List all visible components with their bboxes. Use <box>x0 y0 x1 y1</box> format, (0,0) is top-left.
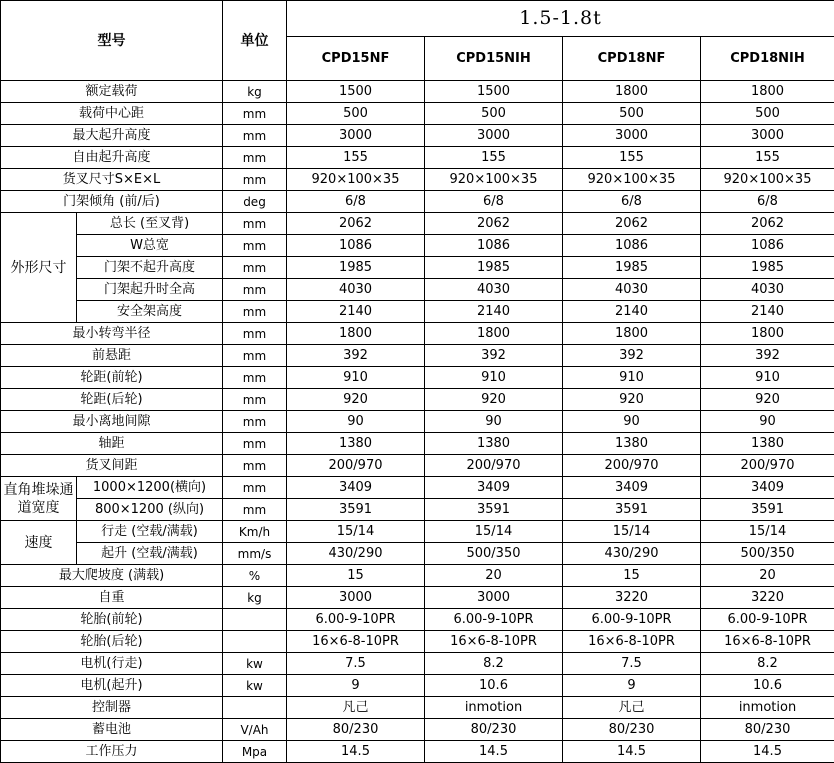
value-cell: 14.5 <box>287 741 425 763</box>
value-cell: 1500 <box>287 81 425 103</box>
value-cell: 1380 <box>287 433 425 455</box>
value-cell: 2062 <box>287 213 425 235</box>
value-cell: 910 <box>701 367 834 389</box>
value-cell: 90 <box>287 411 425 433</box>
row-label: 轮胎(前轮) <box>1 609 223 631</box>
value-cell: 500 <box>563 103 701 125</box>
row-unit: mm <box>223 477 287 499</box>
value-cell: 500 <box>425 103 563 125</box>
value-cell: 1800 <box>701 81 834 103</box>
row-label: 轮距(前轮) <box>1 367 223 389</box>
table-row <box>1 323 834 345</box>
value-cell: 3591 <box>287 499 425 521</box>
table-row <box>1 433 834 455</box>
value-cell: 3409 <box>563 477 701 499</box>
model-col-4: CPD18NIH <box>701 37 834 81</box>
row-unit: mm <box>223 169 287 191</box>
table-row <box>1 631 834 653</box>
value-cell: 1800 <box>701 323 834 345</box>
row-label: 800×1200 (纵向) <box>77 499 223 521</box>
value-cell: 2140 <box>701 301 834 323</box>
table-row <box>1 675 834 697</box>
value-cell: 392 <box>287 345 425 367</box>
value-cell: 90 <box>701 411 834 433</box>
value-cell: 200/970 <box>701 455 834 477</box>
value-cell: 15/14 <box>287 521 425 543</box>
value-cell: 3000 <box>287 587 425 609</box>
row-unit: mm <box>223 235 287 257</box>
value-cell: 500 <box>287 103 425 125</box>
value-cell: 920×100×35 <box>287 169 425 191</box>
value-cell: 155 <box>287 147 425 169</box>
value-cell: 9 <box>287 675 425 697</box>
row-unit: mm <box>223 257 287 279</box>
value-cell: 6/8 <box>287 191 425 213</box>
value-cell: 910 <box>563 367 701 389</box>
value-cell: 1800 <box>287 323 425 345</box>
value-cell: 2062 <box>563 213 701 235</box>
row-unit: mm <box>223 301 287 323</box>
group-label: 直角堆垛通道宽度 <box>1 477 77 521</box>
value-cell: 16×6-8-10PR <box>563 631 701 653</box>
value-cell: 1380 <box>563 433 701 455</box>
value-cell: 2140 <box>425 301 563 323</box>
table-row <box>1 455 834 477</box>
value-cell: 392 <box>701 345 834 367</box>
value-cell: 凡己 <box>563 697 701 719</box>
row-label: 载荷中心距 <box>1 103 223 125</box>
table-row <box>1 367 834 389</box>
value-cell: 20 <box>425 565 563 587</box>
table-row <box>1 521 834 543</box>
value-cell: 15/14 <box>701 521 834 543</box>
row-unit: kw <box>223 675 287 697</box>
row-unit: kw <box>223 653 287 675</box>
value-cell: 430/290 <box>287 543 425 565</box>
value-cell: 3000 <box>287 125 425 147</box>
value-cell: 80/230 <box>287 719 425 741</box>
value-cell: 155 <box>701 147 834 169</box>
value-cell: 2140 <box>563 301 701 323</box>
value-cell: 15 <box>563 565 701 587</box>
value-cell: 14.5 <box>563 741 701 763</box>
value-cell: 920×100×35 <box>425 169 563 191</box>
capacity-range-header: 1.5-1.8t <box>287 1 834 37</box>
value-cell: 1800 <box>563 81 701 103</box>
value-cell: 20 <box>701 565 834 587</box>
value-cell: 1086 <box>425 235 563 257</box>
value-cell: 920 <box>425 389 563 411</box>
value-cell: 500/350 <box>701 543 834 565</box>
value-cell: 3591 <box>425 499 563 521</box>
value-cell: 16×6-8-10PR <box>701 631 834 653</box>
value-cell: 80/230 <box>701 719 834 741</box>
value-cell: 15/14 <box>563 521 701 543</box>
value-cell: 1985 <box>701 257 834 279</box>
value-cell: 90 <box>425 411 563 433</box>
group-label: 速度 <box>1 521 77 565</box>
value-cell: 4030 <box>701 279 834 301</box>
table-row <box>1 213 834 235</box>
value-cell: inmotion <box>701 697 834 719</box>
value-cell: 392 <box>425 345 563 367</box>
value-cell: 3000 <box>563 125 701 147</box>
value-cell: 3409 <box>287 477 425 499</box>
value-cell: 3000 <box>701 125 834 147</box>
value-cell: 1985 <box>425 257 563 279</box>
value-cell: 500/350 <box>425 543 563 565</box>
row-label: 最小离地间隙 <box>1 411 223 433</box>
row-label: 总长 (至叉背) <box>77 213 223 235</box>
row-label: 蓄电池 <box>1 719 223 741</box>
row-unit: mm <box>223 147 287 169</box>
value-cell: 6.00-9-10PR <box>701 609 834 631</box>
row-unit: mm <box>223 367 287 389</box>
row-label: 电机(起升) <box>1 675 223 697</box>
value-cell: 14.5 <box>701 741 834 763</box>
value-cell: 1086 <box>701 235 834 257</box>
value-cell: 3591 <box>701 499 834 521</box>
value-cell: 7.5 <box>563 653 701 675</box>
value-cell: 3591 <box>563 499 701 521</box>
value-cell: 920×100×35 <box>701 169 834 191</box>
table-row <box>1 389 834 411</box>
table-row <box>1 411 834 433</box>
table-row <box>1 609 834 631</box>
table-row <box>1 301 834 323</box>
value-cell: 6.00-9-10PR <box>425 609 563 631</box>
row-label: 自重 <box>1 587 223 609</box>
value-cell: 1500 <box>425 81 563 103</box>
value-cell: 4030 <box>563 279 701 301</box>
row-unit <box>223 631 287 653</box>
row-unit: mm <box>223 213 287 235</box>
group-label: 外形尺寸 <box>1 213 77 323</box>
value-cell: 6/8 <box>563 191 701 213</box>
value-cell: 910 <box>287 367 425 389</box>
table-row <box>1 125 834 147</box>
table-row <box>1 81 834 103</box>
value-cell: 920 <box>563 389 701 411</box>
value-cell: 1086 <box>287 235 425 257</box>
row-label: 前悬距 <box>1 345 223 367</box>
table-row <box>1 587 834 609</box>
row-unit: mm <box>223 345 287 367</box>
value-cell: 1380 <box>425 433 563 455</box>
table-row <box>1 191 834 213</box>
row-label: 门架起升时全高 <box>77 279 223 301</box>
value-cell: 6.00-9-10PR <box>563 609 701 631</box>
value-cell: 6.00-9-10PR <box>287 609 425 631</box>
value-cell: 6/8 <box>425 191 563 213</box>
value-cell: 90 <box>563 411 701 433</box>
row-unit <box>223 697 287 719</box>
value-cell: 200/970 <box>563 455 701 477</box>
model-col-1: CPD15NF <box>287 37 425 81</box>
row-unit: mm <box>223 323 287 345</box>
row-unit: mm <box>223 433 287 455</box>
model-header: 型号 <box>1 1 223 81</box>
value-cell: 80/230 <box>563 719 701 741</box>
row-unit: mm <box>223 279 287 301</box>
table-row <box>1 345 834 367</box>
value-cell: 3000 <box>425 125 563 147</box>
value-cell: 2062 <box>425 213 563 235</box>
table-row <box>1 697 834 719</box>
row-unit: V/Ah <box>223 719 287 741</box>
value-cell: 1086 <box>563 235 701 257</box>
value-cell: 500 <box>701 103 834 125</box>
value-cell: 920 <box>701 389 834 411</box>
table-row <box>1 147 834 169</box>
row-unit: Km/h <box>223 521 287 543</box>
row-label: 工作压力 <box>1 741 223 763</box>
value-cell: 3220 <box>563 587 701 609</box>
row-unit: kg <box>223 81 287 103</box>
value-cell: 200/970 <box>425 455 563 477</box>
table-row <box>1 103 834 125</box>
value-cell: 10.6 <box>701 675 834 697</box>
value-cell: 2062 <box>701 213 834 235</box>
value-cell: 3000 <box>425 587 563 609</box>
value-cell: 16×6-8-10PR <box>287 631 425 653</box>
model-col-3: CPD18NF <box>563 37 701 81</box>
row-unit: mm <box>223 499 287 521</box>
value-cell: 9 <box>563 675 701 697</box>
value-cell: 8.2 <box>701 653 834 675</box>
table-row <box>1 543 834 565</box>
row-unit: Mpa <box>223 741 287 763</box>
value-cell: 10.6 <box>425 675 563 697</box>
row-label: 轴距 <box>1 433 223 455</box>
value-cell: 2140 <box>287 301 425 323</box>
row-unit: mm/s <box>223 543 287 565</box>
row-label: 安全架高度 <box>77 301 223 323</box>
value-cell: 1800 <box>425 323 563 345</box>
value-cell: 155 <box>563 147 701 169</box>
row-unit: mm <box>223 125 287 147</box>
row-label: 门架不起升高度 <box>77 257 223 279</box>
row-unit: mm <box>223 103 287 125</box>
value-cell: 3409 <box>425 477 563 499</box>
row-label: W总宽 <box>77 235 223 257</box>
table-row <box>1 169 834 191</box>
table-row <box>1 741 834 763</box>
row-unit: deg <box>223 191 287 213</box>
value-cell: 1380 <box>701 433 834 455</box>
value-cell: 80/230 <box>425 719 563 741</box>
value-cell: 430/290 <box>563 543 701 565</box>
row-label: 额定载荷 <box>1 81 223 103</box>
value-cell: 14.5 <box>425 741 563 763</box>
row-unit: kg <box>223 587 287 609</box>
value-cell: 16×6-8-10PR <box>425 631 563 653</box>
row-unit: mm <box>223 411 287 433</box>
value-cell: 3220 <box>701 587 834 609</box>
value-cell: 1800 <box>563 323 701 345</box>
value-cell: 凡己 <box>287 697 425 719</box>
value-cell: 1985 <box>563 257 701 279</box>
row-label: 最小转弯半径 <box>1 323 223 345</box>
table-row <box>1 719 834 741</box>
row-label: 货叉尺寸S×E×L <box>1 169 223 191</box>
value-cell: 8.2 <box>425 653 563 675</box>
value-cell: 920 <box>287 389 425 411</box>
row-unit <box>223 609 287 631</box>
value-cell: inmotion <box>425 697 563 719</box>
row-label: 轮距(后轮) <box>1 389 223 411</box>
table-row <box>1 499 834 521</box>
unit-header: 单位 <box>223 1 287 81</box>
value-cell: 155 <box>425 147 563 169</box>
table-row <box>1 279 834 301</box>
row-label: 行走 (空载/满载) <box>77 521 223 543</box>
row-label: 最大爬坡度 (满载) <box>1 565 223 587</box>
row-label: 电机(行走) <box>1 653 223 675</box>
value-cell: 15 <box>287 565 425 587</box>
value-cell: 392 <box>563 345 701 367</box>
value-cell: 200/970 <box>287 455 425 477</box>
value-cell: 3409 <box>701 477 834 499</box>
row-label: 最大起升高度 <box>1 125 223 147</box>
value-cell: 4030 <box>425 279 563 301</box>
table-row <box>1 235 834 257</box>
table-row <box>1 565 834 587</box>
value-cell: 910 <box>425 367 563 389</box>
table-row <box>1 477 834 499</box>
row-label: 起升 (空载/满载) <box>77 543 223 565</box>
row-unit: mm <box>223 455 287 477</box>
row-label: 货叉间距 <box>1 455 223 477</box>
row-label: 1000×1200(横向) <box>77 477 223 499</box>
row-label: 轮胎(后轮) <box>1 631 223 653</box>
value-cell: 920×100×35 <box>563 169 701 191</box>
value-cell: 7.5 <box>287 653 425 675</box>
row-unit: mm <box>223 389 287 411</box>
row-label: 门架倾角 (前/后) <box>1 191 223 213</box>
value-cell: 1985 <box>287 257 425 279</box>
value-cell: 4030 <box>287 279 425 301</box>
row-label: 自由起升高度 <box>1 147 223 169</box>
model-col-2: CPD15NIH <box>425 37 563 81</box>
table-row <box>1 257 834 279</box>
row-label: 控制器 <box>1 697 223 719</box>
table-row <box>1 653 834 675</box>
value-cell: 15/14 <box>425 521 563 543</box>
row-unit: % <box>223 565 287 587</box>
value-cell: 6/8 <box>701 191 834 213</box>
